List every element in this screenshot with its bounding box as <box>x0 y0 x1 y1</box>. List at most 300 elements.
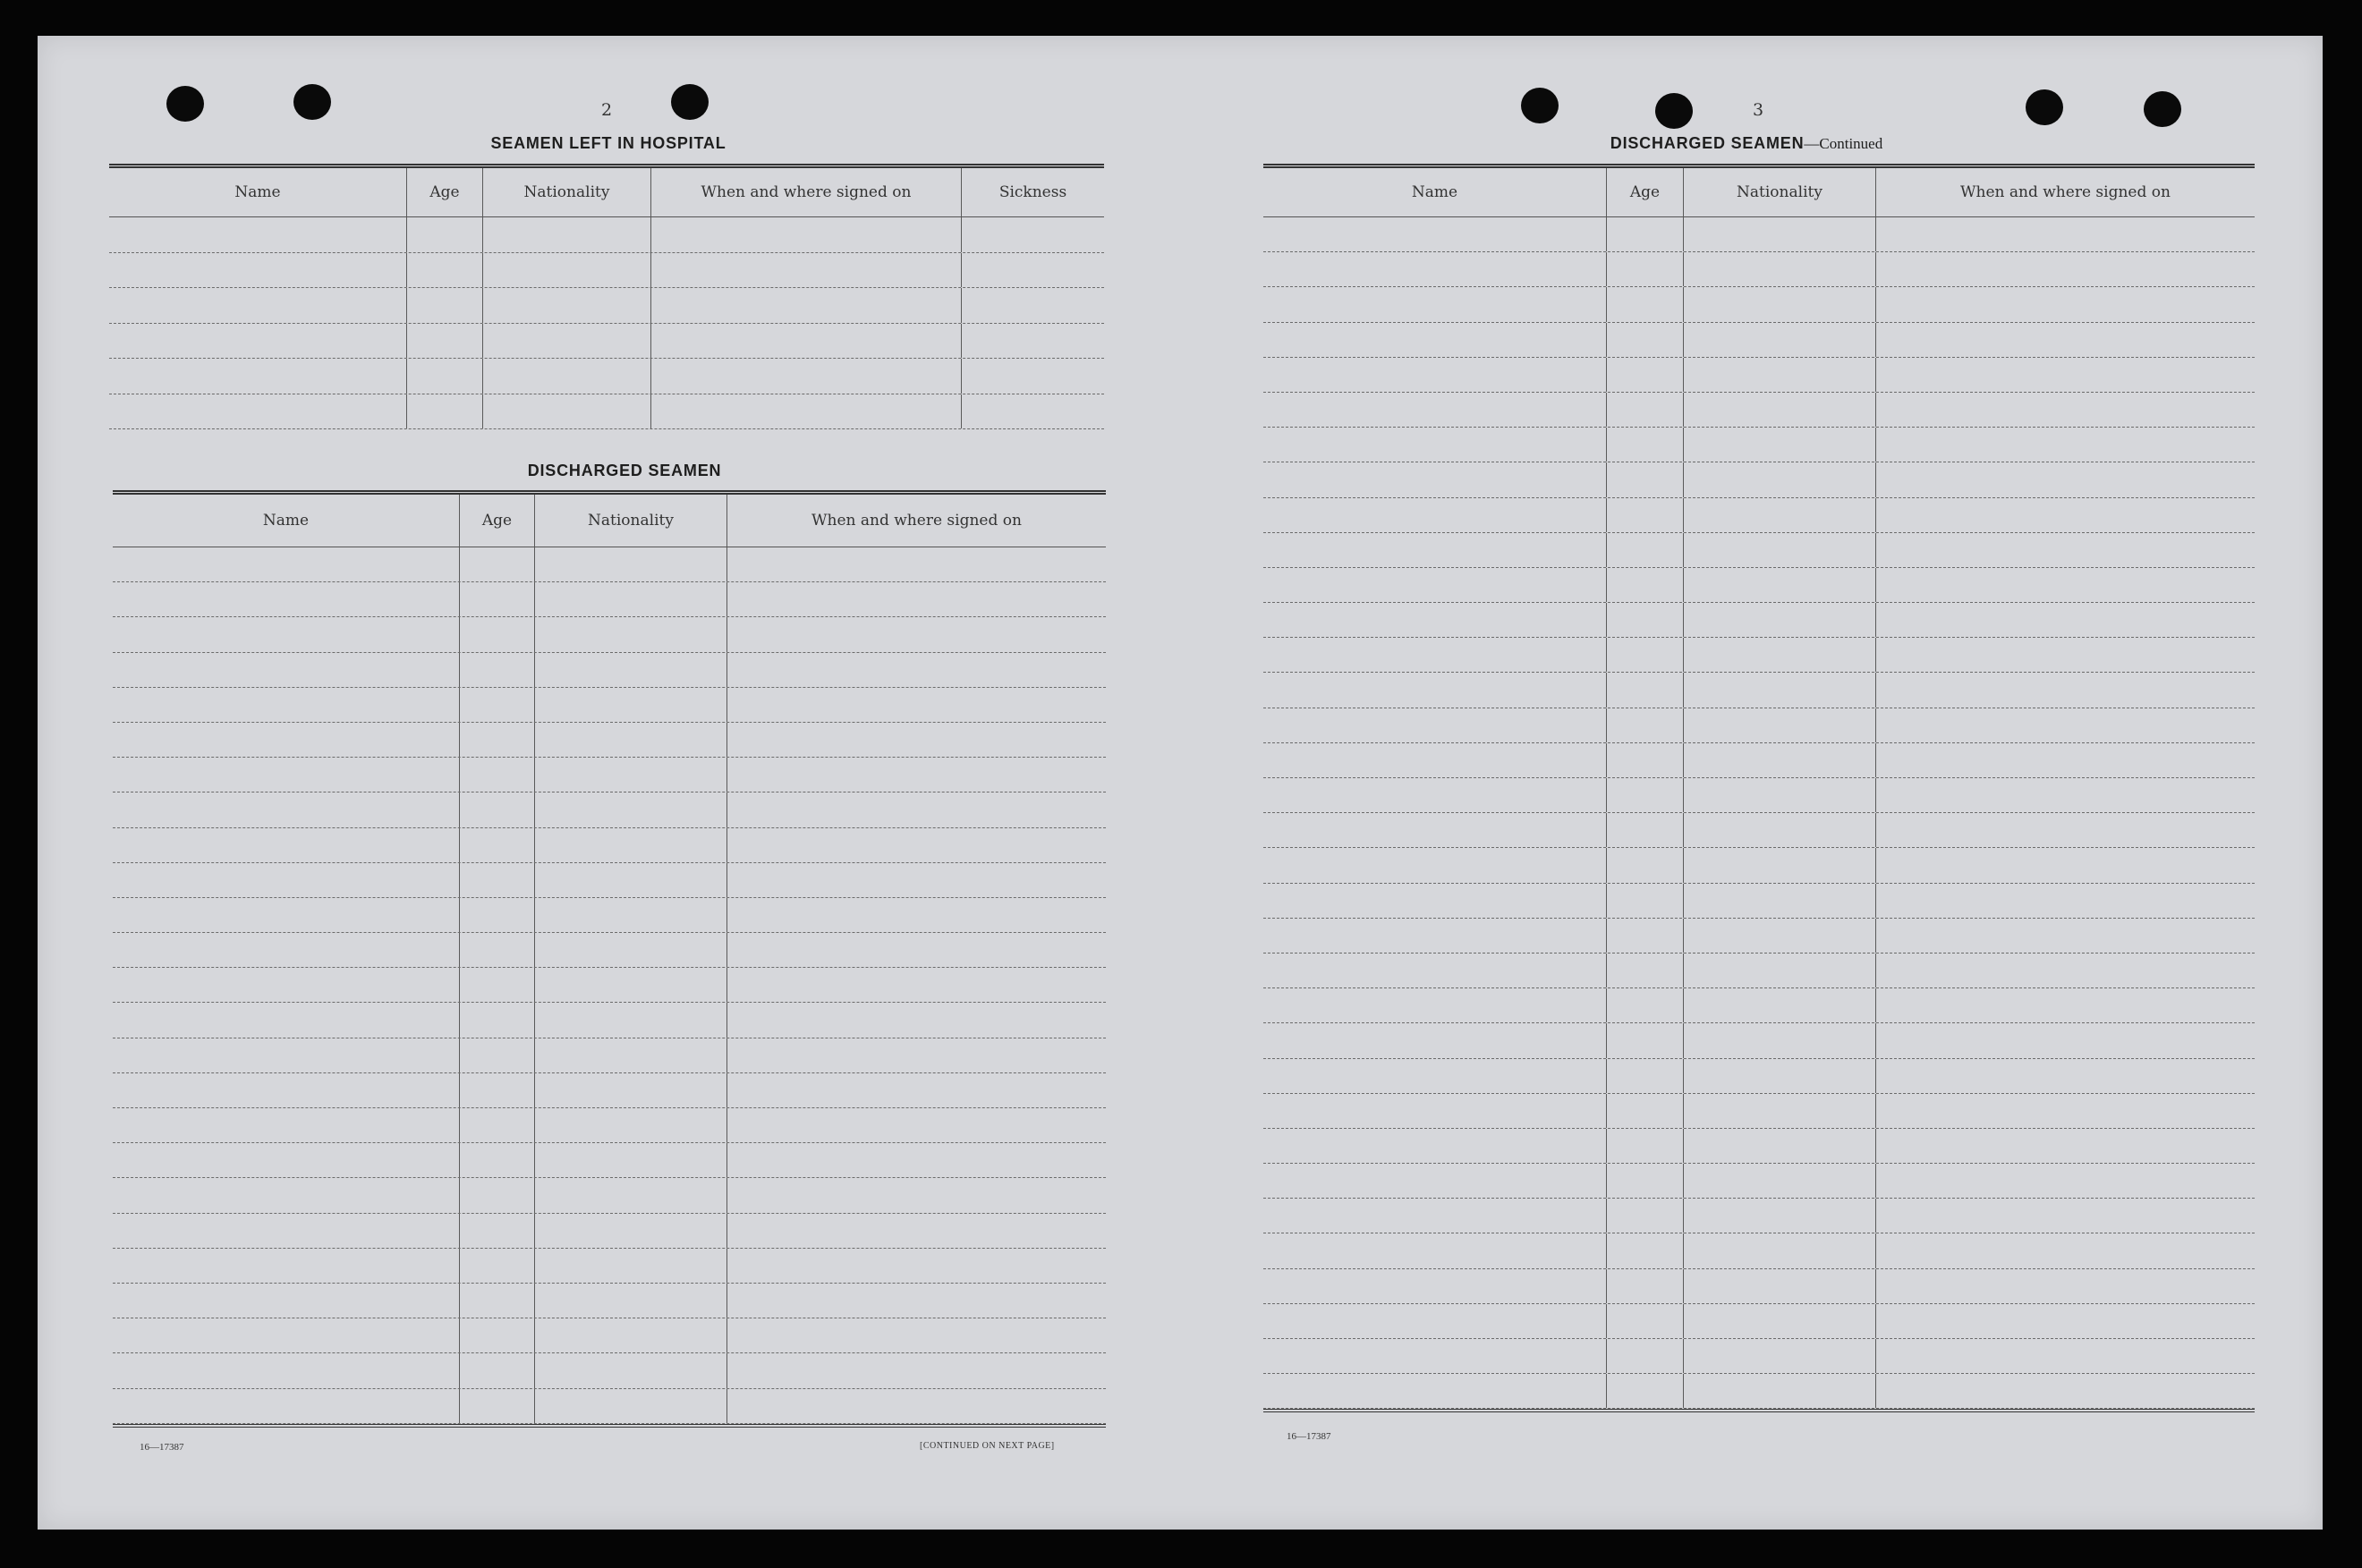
blank-cell <box>113 1003 460 1037</box>
table-body <box>1263 217 2255 1409</box>
blank-cell <box>1607 1269 1684 1303</box>
discharged-continued-title <box>1610 134 1882 153</box>
blank-cell <box>1684 1339 1876 1373</box>
blank-cell <box>651 217 962 252</box>
blank-cell <box>1263 1164 1607 1198</box>
punch-hole <box>293 84 331 120</box>
blank-cell <box>1607 498 1684 532</box>
blank-cell <box>1263 848 1607 882</box>
blank-cell <box>727 1214 1106 1248</box>
blank-cell <box>109 253 407 288</box>
blank-cell <box>535 1073 727 1107</box>
blank-cell <box>460 1318 535 1352</box>
discharged-table-right <box>1263 164 2255 1412</box>
blank-cell <box>460 1249 535 1283</box>
continued-note: [CONTINUED ON NEXT PAGE] <box>920 1441 1055 1451</box>
blank-cell <box>1607 323 1684 357</box>
blank-cell <box>962 217 1104 252</box>
blank-cell <box>1263 743 1607 777</box>
blank-cell <box>962 253 1104 288</box>
table-row <box>1263 988 2255 1023</box>
table-row <box>1263 1129 2255 1164</box>
blank-cell <box>535 792 727 826</box>
blank-cell <box>1684 743 1876 777</box>
blank-cell <box>109 217 407 252</box>
blank-cell <box>113 792 460 826</box>
blank-cell <box>109 288 407 323</box>
blank-cell <box>535 1108 727 1142</box>
table-row <box>113 1214 1106 1249</box>
blank-cell <box>1876 919 2255 953</box>
blank-cell <box>727 1143 1106 1177</box>
punch-hole <box>671 84 709 120</box>
blank-cell <box>407 394 483 429</box>
blank-cell <box>727 1284 1106 1318</box>
column-header-nationality: Nationality <box>483 168 651 216</box>
table-header <box>1263 168 2255 217</box>
table-row <box>113 617 1106 652</box>
blank-cell <box>460 1073 535 1107</box>
blank-cell <box>460 1178 535 1212</box>
blank-cell <box>535 1143 727 1177</box>
blank-cell <box>1607 813 1684 847</box>
blank-cell <box>1876 462 2255 496</box>
blank-cell <box>113 1178 460 1212</box>
table-row <box>113 688 1106 723</box>
blank-cell <box>460 547 535 581</box>
blank-cell <box>962 324 1104 359</box>
column-header-name: Name <box>1263 168 1607 216</box>
blank-cell <box>727 758 1106 792</box>
form-number-left: 16—17387 <box>140 1442 184 1453</box>
blank-cell <box>1263 287 1607 321</box>
table-row <box>113 863 1106 898</box>
blank-cell <box>727 1073 1106 1107</box>
blank-cell <box>460 1284 535 1318</box>
blank-cell <box>1876 1374 2255 1408</box>
table-row <box>1263 358 2255 393</box>
punch-hole <box>166 86 204 122</box>
blank-cell <box>460 758 535 792</box>
blank-cell <box>1263 252 1607 286</box>
blank-cell <box>1607 1233 1684 1267</box>
table-row <box>113 582 1106 617</box>
blank-cell <box>1607 988 1684 1022</box>
blank-cell <box>483 324 651 359</box>
table-row <box>113 653 1106 688</box>
blank-cell <box>1607 252 1684 286</box>
blank-cell <box>1876 673 2255 707</box>
blank-cell <box>1263 1023 1607 1057</box>
table-row <box>113 1318 1106 1353</box>
blank-cell <box>1263 813 1607 847</box>
blank-cell <box>1607 708 1684 742</box>
blank-cell <box>1684 217 1876 251</box>
punch-hole <box>2144 91 2181 127</box>
table-row <box>1263 919 2255 954</box>
blank-cell <box>1684 1199 1876 1233</box>
blank-cell <box>1263 1339 1607 1373</box>
blank-cell <box>535 1214 727 1248</box>
blank-cell <box>460 828 535 862</box>
blank-cell <box>1607 603 1684 637</box>
table-row <box>1263 778 2255 813</box>
blank-cell <box>1263 603 1607 637</box>
blank-cell <box>1263 638 1607 672</box>
table-header <box>113 495 1106 547</box>
blank-cell <box>1684 1304 1876 1338</box>
blank-cell <box>1876 1164 2255 1198</box>
blank-cell <box>407 359 483 394</box>
blank-cell <box>535 582 727 616</box>
blank-cell <box>483 394 651 429</box>
blank-cell <box>1263 1233 1607 1267</box>
blank-cell <box>1607 568 1684 602</box>
blank-cell <box>1876 638 2255 672</box>
blank-cell <box>1607 1339 1684 1373</box>
blank-cell <box>109 359 407 394</box>
blank-cell <box>407 288 483 323</box>
blank-cell <box>1263 568 1607 602</box>
discharged-continued-title-main: DISCHARGED SEAMEN <box>1610 134 1805 152</box>
table-row <box>1263 813 2255 848</box>
table-row <box>1263 568 2255 603</box>
table-row <box>109 253 1104 289</box>
blank-cell <box>535 547 727 581</box>
blank-cell <box>460 1353 535 1387</box>
blank-cell <box>727 1108 1106 1142</box>
table-row <box>1263 323 2255 358</box>
blank-cell <box>1607 1094 1684 1128</box>
blank-cell <box>651 253 962 288</box>
table-row <box>1263 743 2255 778</box>
blank-cell <box>727 898 1106 932</box>
hospital-section-title: SEAMEN LEFT IN HOSPITAL <box>490 134 726 152</box>
hospital-table <box>109 164 1104 429</box>
table-row <box>109 324 1104 360</box>
blank-cell <box>1876 393 2255 427</box>
blank-cell <box>962 359 1104 394</box>
blank-cell <box>1876 1269 2255 1303</box>
blank-cell <box>460 1143 535 1177</box>
blank-cell <box>1876 988 2255 1022</box>
table-row <box>113 1389 1106 1424</box>
blank-cell <box>535 688 727 722</box>
blank-cell <box>113 863 460 897</box>
blank-cell <box>113 898 460 932</box>
blank-cell <box>1876 708 2255 742</box>
blank-cell <box>1684 673 1876 707</box>
table-row <box>1263 884 2255 919</box>
blank-cell <box>1876 568 2255 602</box>
blank-cell <box>651 324 962 359</box>
blank-cell <box>113 968 460 1002</box>
table-row <box>1263 673 2255 708</box>
column-header-when-and-where-signed-on: When and where signed on <box>1960 183 2171 201</box>
blank-cell <box>727 863 1106 897</box>
blank-cell <box>1684 1233 1876 1267</box>
blank-cell <box>113 1038 460 1072</box>
blank-cell <box>1876 743 2255 777</box>
blank-cell <box>113 1389 460 1423</box>
blank-cell <box>1263 988 1607 1022</box>
table-row <box>1263 462 2255 497</box>
blank-cell <box>1607 638 1684 672</box>
table-row <box>1263 1094 2255 1129</box>
blank-cell <box>460 653 535 687</box>
blank-cell <box>1684 1269 1876 1303</box>
blank-cell <box>460 582 535 616</box>
discharged-section-title: DISCHARGED SEAMEN <box>527 462 722 479</box>
blank-cell <box>113 1108 460 1142</box>
blank-cell <box>113 758 460 792</box>
blank-cell <box>460 1038 535 1072</box>
blank-cell <box>1607 673 1684 707</box>
blank-cell <box>962 394 1104 429</box>
blank-cell <box>113 617 460 651</box>
table-row <box>113 1038 1106 1073</box>
blank-cell <box>1684 1094 1876 1128</box>
blank-cell <box>1607 393 1684 427</box>
column-header-when-and-where-signed-on: When and where signed on <box>651 168 962 216</box>
blank-cell <box>727 547 1106 581</box>
table-row <box>1263 217 2255 252</box>
table-row <box>109 359 1104 394</box>
blank-cell <box>483 253 651 288</box>
blank-cell <box>1684 884 1876 918</box>
blank-cell <box>113 653 460 687</box>
blank-cell <box>113 828 460 862</box>
blank-cell <box>113 1214 460 1248</box>
blank-cell <box>1684 919 1876 953</box>
blank-cell <box>727 1038 1106 1072</box>
blank-cell <box>727 617 1106 651</box>
blank-cell <box>1876 1304 2255 1338</box>
blank-cell <box>1684 393 1876 427</box>
blank-cell <box>1876 533 2255 567</box>
blank-cell <box>535 1038 727 1072</box>
table-row <box>109 288 1104 324</box>
blank-cell <box>1263 498 1607 532</box>
blank-cell <box>109 324 407 359</box>
blank-cell <box>1684 323 1876 357</box>
blank-cell <box>1607 919 1684 953</box>
table-row <box>113 1178 1106 1213</box>
blank-cell <box>1263 428 1607 462</box>
blank-cell <box>727 1389 1106 1423</box>
blank-cell <box>1607 954 1684 987</box>
blank-cell <box>1607 533 1684 567</box>
blank-cell <box>483 359 651 394</box>
table-row <box>1263 1164 2255 1199</box>
blank-cell <box>1876 1233 2255 1267</box>
punch-hole <box>1655 93 1693 129</box>
blank-cell <box>113 1284 460 1318</box>
table-row <box>1263 638 2255 673</box>
blank-cell <box>1607 1374 1684 1408</box>
table-row <box>1263 1339 2255 1374</box>
blank-cell <box>651 394 962 429</box>
blank-cell <box>535 863 727 897</box>
column-header-when-and-where-signed-on: When and where signed on <box>811 512 1022 530</box>
blank-cell <box>1684 848 1876 882</box>
blank-cell <box>727 582 1106 616</box>
table-row <box>113 1353 1106 1388</box>
blank-cell <box>109 394 407 429</box>
blank-cell <box>1607 1129 1684 1163</box>
blank-cell <box>1263 393 1607 427</box>
blank-cell <box>1684 1374 1876 1408</box>
table-row <box>113 1249 1106 1284</box>
blank-cell <box>1607 428 1684 462</box>
blank-cell <box>727 968 1106 1002</box>
table-row <box>1263 252 2255 287</box>
blank-cell <box>483 217 651 252</box>
blank-cell <box>1607 1199 1684 1233</box>
blank-cell <box>113 1249 460 1283</box>
blank-cell <box>1684 1023 1876 1057</box>
blank-cell <box>1876 358 2255 392</box>
column-header-name: Name <box>113 495 460 547</box>
blank-cell <box>483 288 651 323</box>
blank-cell <box>1607 217 1684 251</box>
blank-cell <box>460 898 535 932</box>
blank-cell <box>1263 778 1607 812</box>
blank-cell <box>1607 1164 1684 1198</box>
blank-cell <box>727 723 1106 757</box>
blank-cell <box>460 968 535 1002</box>
blank-cell <box>1684 358 1876 392</box>
blank-cell <box>1876 1339 2255 1373</box>
blank-cell <box>1684 708 1876 742</box>
blank-cell <box>460 863 535 897</box>
table-row <box>1263 393 2255 428</box>
blank-cell <box>1684 954 1876 987</box>
table-row <box>1263 848 2255 883</box>
blank-cell <box>1607 778 1684 812</box>
column-header-age: Age <box>1607 168 1684 216</box>
blank-cell <box>1876 498 2255 532</box>
blank-cell <box>1607 743 1684 777</box>
table-header <box>109 168 1104 217</box>
blank-cell <box>113 1073 460 1107</box>
blank-cell <box>1263 954 1607 987</box>
column-header-nationality: Nationality <box>535 495 727 547</box>
blank-cell <box>1263 217 1607 251</box>
blank-cell <box>727 653 1106 687</box>
blank-cell <box>727 1003 1106 1037</box>
blank-cell <box>1684 778 1876 812</box>
table-row <box>109 394 1104 430</box>
blank-cell <box>1684 988 1876 1022</box>
blank-cell <box>1876 428 2255 462</box>
table-row <box>1263 533 2255 568</box>
blank-cell <box>535 828 727 862</box>
blank-cell <box>1684 462 1876 496</box>
blank-cell <box>113 933 460 967</box>
table-row <box>1263 1374 2255 1409</box>
blank-cell <box>727 828 1106 862</box>
blank-cell <box>535 898 727 932</box>
blank-cell <box>1684 568 1876 602</box>
table-row <box>1263 1269 2255 1304</box>
blank-cell <box>1263 884 1607 918</box>
blank-cell <box>1263 1374 1607 1408</box>
blank-cell <box>1263 1129 1607 1163</box>
blank-cell <box>962 288 1104 323</box>
blank-cell <box>1263 708 1607 742</box>
blank-cell <box>407 217 483 252</box>
table-row <box>113 968 1106 1003</box>
blank-cell <box>1684 498 1876 532</box>
blank-cell <box>460 617 535 651</box>
blank-cell <box>1263 1094 1607 1128</box>
blank-cell <box>727 1353 1106 1387</box>
blank-cell <box>1876 217 2255 251</box>
blank-cell <box>1263 358 1607 392</box>
blank-cell <box>1607 287 1684 321</box>
column-header-age: Age <box>407 168 483 216</box>
blank-cell <box>727 1318 1106 1352</box>
document-sheet <box>38 36 2323 1530</box>
punch-hole <box>1521 88 1559 123</box>
blank-cell <box>1263 1199 1607 1233</box>
blank-cell <box>1876 778 2255 812</box>
blank-cell <box>1684 1129 1876 1163</box>
table-row <box>1263 603 2255 638</box>
blank-cell <box>1876 884 2255 918</box>
blank-cell <box>651 359 962 394</box>
table-row <box>113 723 1106 758</box>
blank-cell <box>1876 1199 2255 1233</box>
column-header-age: Age <box>460 495 535 547</box>
table-row <box>113 898 1106 933</box>
blank-cell <box>1607 884 1684 918</box>
table-row <box>1263 1023 2255 1058</box>
table-row <box>113 828 1106 863</box>
blank-cell <box>1684 1059 1876 1093</box>
table-row <box>113 792 1106 827</box>
page-number-left: 2 <box>600 100 613 120</box>
blank-cell <box>535 968 727 1002</box>
blank-cell <box>651 288 962 323</box>
table-row <box>113 1003 1106 1038</box>
blank-cell <box>460 723 535 757</box>
blank-cell <box>460 688 535 722</box>
blank-cell <box>1876 1129 2255 1163</box>
blank-cell <box>113 547 460 581</box>
blank-cell <box>1607 1304 1684 1338</box>
blank-cell <box>460 1214 535 1248</box>
table-row <box>113 758 1106 792</box>
blank-cell <box>1876 1059 2255 1093</box>
table-body <box>113 547 1106 1424</box>
blank-cell <box>535 653 727 687</box>
table-row <box>113 933 1106 968</box>
table-row <box>113 1143 1106 1178</box>
column-header-nationality: Nationality <box>1684 168 1876 216</box>
blank-cell <box>1607 848 1684 882</box>
blank-cell <box>113 1318 460 1352</box>
table-row <box>1263 498 2255 533</box>
blank-cell <box>1876 1023 2255 1057</box>
blank-cell <box>1876 954 2255 987</box>
column-header-name: Name <box>109 168 407 216</box>
page-number-right: 3 <box>1752 100 1764 120</box>
table-row <box>1263 428 2255 462</box>
blank-cell <box>1263 919 1607 953</box>
blank-cell <box>1263 462 1607 496</box>
